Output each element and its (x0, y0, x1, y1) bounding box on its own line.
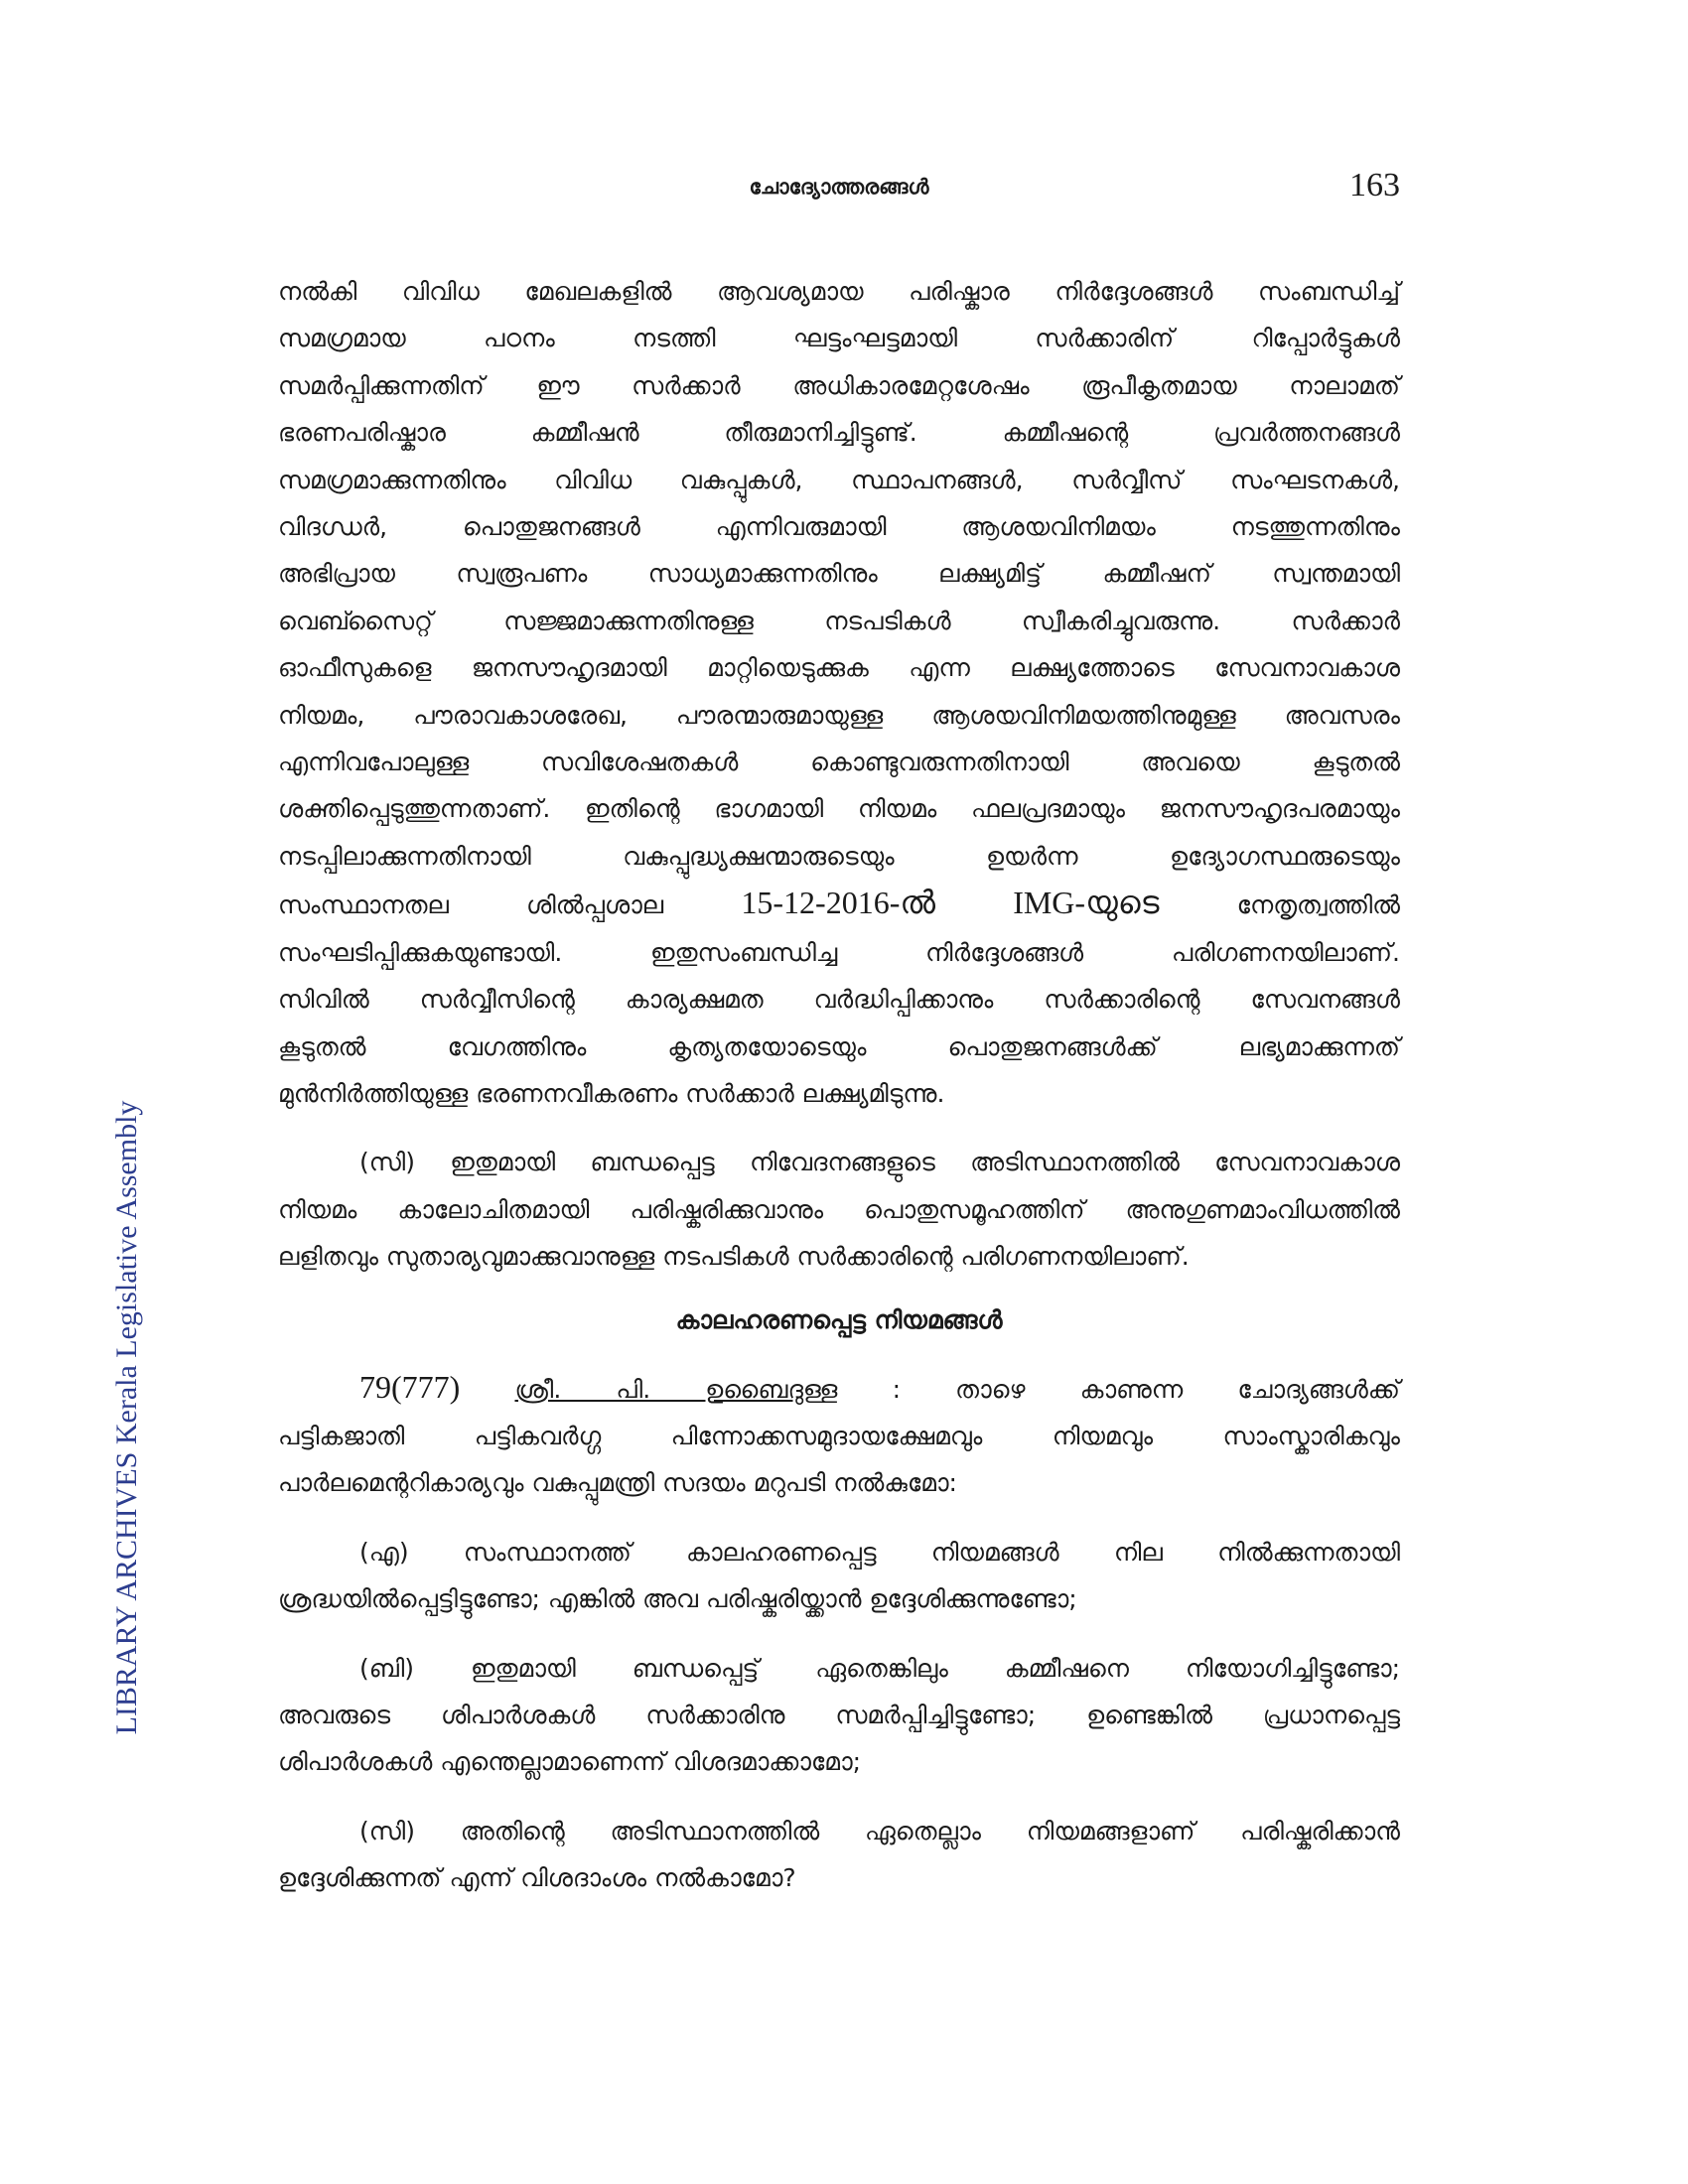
watermark-text: LIBRARY ARCHIVES Kerala Legislative Assembly (110, 1100, 143, 1735)
text-line (278, 1364, 1400, 1413)
member-name: ശ്രീ. പി. ഉബൈദുള്ള (514, 1374, 838, 1404)
page-number: 163 (1349, 167, 1400, 204)
text-line: ശ്രദ്ധയിൽപ്പെട്ടിട്ടുണ്ടോ; എങ്കിൽ അവ പരിഷ്കരിയ്ക്കാൻ ഉദ്ദേശിക്കുന്നുണ്ടോ; (278, 1584, 1077, 1614)
text-line: എന്നിവപോലുള്ള സവിശേഷതകൾ കൊണ്ടുവരുന്നതിനായി അവയെ കൂടുതൽ (278, 748, 1400, 777)
workshop-date: 15-12-2016-ൽ (741, 885, 935, 921)
text-line: കൂടുതൽ വേഗത്തിനും കൃത്യതയോടെയും പൊതുജനങ്ങൾക്ക് ലഭ്യമാക്കുന്നത് (278, 1031, 1400, 1061)
text-word: നേതൃത്വത്തിൽ (1236, 890, 1400, 920)
text-line: ലളിതവും സുതാര്യവുമാക്കുവാനുള്ള നടപടികൾ സർക്കാരിന്റെ പരിഗണനയിലാണ്. (278, 1242, 1190, 1272)
text-line: വെബ്സൈറ്റ് സജ്ജമാക്കുന്നതിനുള്ള നടപടികൾ സ്വീകരിച്ചുവരുന്നു. സർക്കാർ (278, 606, 1400, 635)
text-line: പട്ടികജാതി പട്ടികവർഗ്ഗ പിന്നോക്കസമുദായക്ഷേമവും നിയമവും സാംസ്കാരികവും (278, 1421, 1400, 1450)
text-fragment: : താഴെ കാണുന്ന ചോദ്യങ്ങൾക്ക് (892, 1374, 1401, 1404)
text-line: ഓഫീസുകളെ ജനസൗഹൃദമായി മാറ്റിയെടുക്കുക എന്ന ലക്ഷ്യത്തോടെ സേവനാവകാശ (278, 653, 1400, 683)
text-line: നിയമം കാലോചിതമായി പരിഷ്കരിക്കുവാനും പൊതുസമൂഹത്തിന് അനുഗുണമാംവിധത്തിൽ (278, 1194, 1400, 1224)
text-line: നടപ്പിലാക്കുന്നതിനായി വകുപ്പുദ്ധ്യക്ഷന്മാരുടെയും ഉയർന്ന ഉദ്യോഗസ്ഥരുടെയും (278, 841, 1400, 871)
text-line: ശക്തിപ്പെടുത്തുന്നതാണ്. ഇതിന്റെ ഭാഗമായി നിയമം ഫലപ്രദമായും ജനസൗഹൃദപരമായും (278, 794, 1400, 824)
body-text (278, 268, 1400, 1902)
text-line: (സി) ഇതുമായി ബന്ധപ്പെട്ട നിവേദനങ്ങളുടെ അടിസ്ഥാനത്തിൽ സേവനാവകാശ (359, 1148, 1400, 1177)
running-header (278, 167, 1400, 206)
text-line: സിവിൽ സർവ്വീസിന്റെ കാര്യക്ഷമത വർദ്ധിപ്പിക്കാനും സർക്കാരിന്റെ സേവനങ്ങൾ (278, 985, 1400, 1015)
section-heading: കാലഹരണപ്പെട്ട നിയമങ്ങൾ (675, 1304, 1003, 1334)
text-line: ഭരണപരിഷ്കാര കമ്മീഷൻ തീരുമാനിച്ചിട്ടുണ്ട്. കമ്മീഷന്റെ പ്രവർത്തനങ്ങൾ (278, 418, 1400, 448)
text-line: സമഗ്രമാക്കുന്നതിനും വിവിധ വകുപ്പുകൾ, സ്ഥാപനങ്ങൾ, സർവ്വീസ് സംഘടനകൾ, (278, 465, 1400, 494)
answer-part-c (278, 1139, 1400, 1280)
question-intro (278, 1364, 1400, 1507)
text-word: സംസ്ഥാനതല (278, 890, 449, 920)
text-line: സമർപ്പിക്കുന്നതിന് ഈ സർക്കാർ അധികാരമേറ്റശേഷം രൂപീകൃതമായ നാലാമത് (278, 370, 1400, 400)
text-line: (എ) സംസ്ഥാനത്ത് കാലഹരണപ്പെട്ട നിയമങ്ങൾ നില നിൽക്കുന്നതായി (359, 1537, 1400, 1567)
text-line: സംഘടിപ്പിക്കുകയുണ്ടായി. ഇതുസംബന്ധിച്ച നിർദ്ദേശങ്ങൾ പരിഗണനയിലാണ്. (278, 937, 1400, 967)
text-line: സമഗ്രമായ പഠനം നടത്തി ഘട്ടംഘട്ടമായി സർക്കാരിന് റിപ്പോർട്ടുകൾ (278, 324, 1400, 353)
text-line: മുൻനിർത്തിയുള്ള ഭരണനവീകരണം സർക്കാർ ലക്ഷ്യമിടുന്നു. (278, 1078, 945, 1108)
answer-paragraph-continued (278, 268, 1400, 1117)
text-line: നൽകി വിവിധ മേഖലകളിൽ ആവശ്യമായ പരിഷ്കാര നിർദ്ദേശങ്ങൾ സംബന്ധിച്ച് (278, 277, 1400, 306)
text-line (278, 880, 1400, 928)
question-part-a (278, 1529, 1400, 1623)
text-line: ശിപാർശകൾ എന്തെല്ലാമാണെന്ന് വിശദമാക്കാമോ; (278, 1747, 862, 1777)
text-line: ഉദ്ദേശിക്കുന്നത് എന്ന് വിശദാംശം നൽകാമോ? (278, 1863, 796, 1893)
running-title: ചോദ്യോത്തരങ്ങൾ (749, 175, 929, 199)
question-part-c (278, 1808, 1400, 1902)
text-line: (ബി) ഇതുമായി ബന്ധപ്പെട്ട് ഏതെങ്കിലും കമ്മീഷനെ നിയോഗിച്ചിട്ടുണ്ടോ; (359, 1653, 1400, 1683)
question-number: 79(777) (359, 1368, 461, 1405)
text-line: നിയമം, പൗരാവകാശരേഖ, പൗരന്മാരുമായുള്ള ആശയവിനിമയത്തിനുമുള്ള അവസരം (278, 700, 1400, 730)
text-line: അവരുടെ ശിപാർശകൾ സർക്കാരിനു സമർപ്പിച്ചിട്ടുണ്ടോ; ഉണ്ടെങ്കിൽ പ്രധാനപ്പെട്ട (278, 1700, 1400, 1729)
text-line: അഭിപ്രായ സ്വരൂപണം സാധ്യമാക്കുന്നതിനും ലക്ഷ്യമിട്ട് കമ്മീഷന് സ്വന്തമായി (278, 559, 1400, 589)
text-line: പാർലമെന്ററികാര്യവും വകുപ്പുമന്ത്രി സദയം മറുപടി നൽകുമോ: (278, 1468, 957, 1498)
question-part-b (278, 1645, 1400, 1786)
text-word: ശിൽപ്പശാല (526, 890, 664, 920)
img-reference: IMG-യുടെ (1013, 885, 1160, 921)
text-line: (സി) അതിന്റെ അടിസ്ഥാനത്തിൽ ഏതെല്ലാം നിയമങ്ങളാണ് പരിഷ്കരിക്കാൻ (359, 1816, 1400, 1845)
text-line: വിദഗ്ധർ, പൊതുജനങ്ങൾ എന്നിവരുമായി ആശയവിനിമയം നടത്തുന്നതിനും (278, 512, 1400, 542)
